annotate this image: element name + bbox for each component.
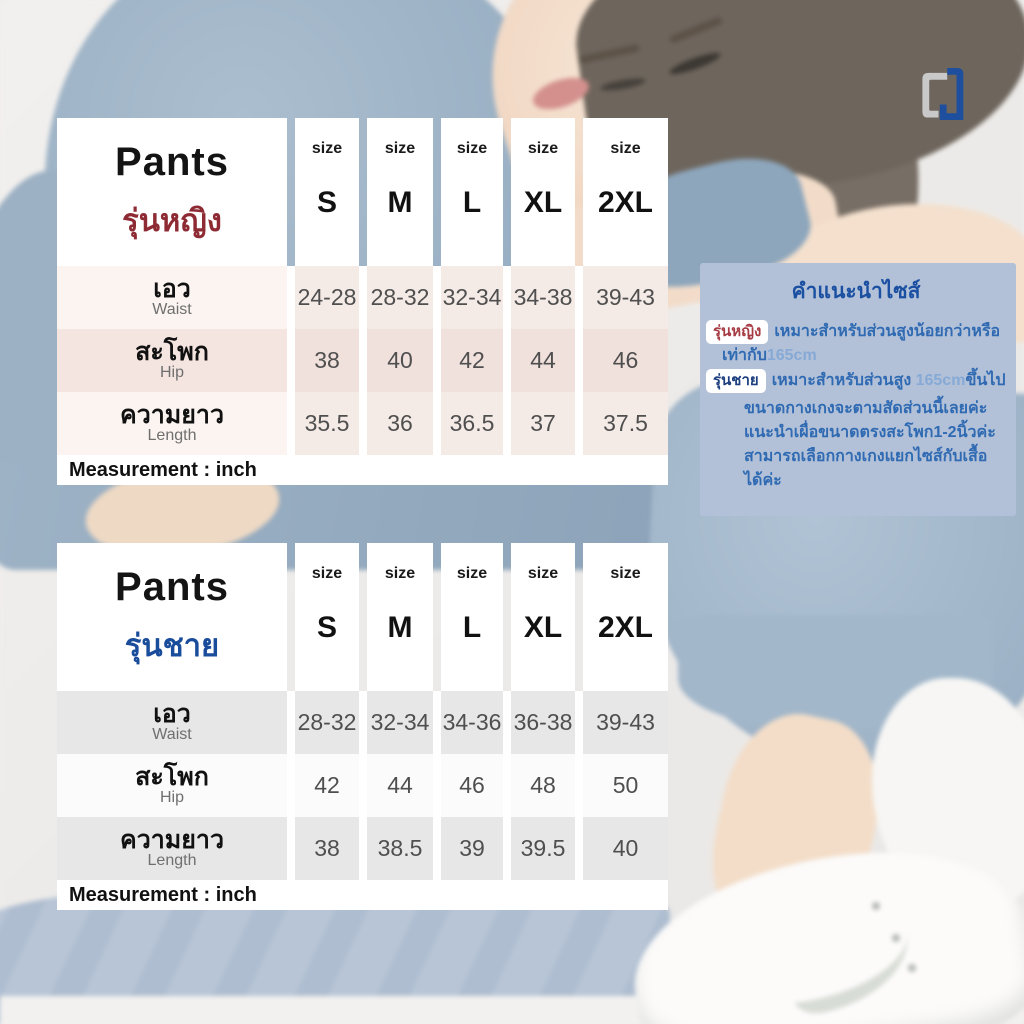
size-word: size — [311, 140, 343, 157]
row-label — [57, 691, 287, 754]
height-highlight: 165cm — [766, 346, 817, 364]
row-label-english: Length — [147, 427, 197, 445]
table-row-hip — [57, 329, 668, 392]
value-cell: 24-28 — [295, 266, 359, 329]
row-label-english: Length — [147, 852, 197, 870]
table-subtitle: รุ่นหญิง — [122, 202, 222, 238]
row-label — [57, 754, 287, 817]
men-version-badge: รุ่นชาย — [706, 369, 766, 393]
size-word: size — [610, 140, 641, 157]
size-letter: XL — [523, 611, 563, 644]
size-column-header — [583, 118, 668, 266]
sizing-note-line: แนะนำเผื่อขนาดตรงสะโพก1-2นิ้วค่ะ — [744, 423, 996, 441]
size-column-header — [367, 118, 433, 266]
table-row-length — [57, 392, 668, 455]
brand-h-monogram-icon — [910, 58, 972, 130]
men-table-title-card — [57, 543, 287, 691]
men-table-body — [57, 691, 668, 910]
row-label-thai: เอว — [153, 699, 191, 728]
row-label — [57, 392, 287, 455]
value-cell: 40 — [583, 817, 668, 880]
table-title: Pants — [115, 139, 229, 184]
women-table-body — [57, 266, 668, 485]
value-cell: 38 — [295, 817, 359, 880]
value-cell: 42 — [295, 754, 359, 817]
value-cell: 34-36 — [441, 691, 503, 754]
value-cell: 37.5 — [583, 392, 668, 455]
value-cell: 36 — [367, 392, 433, 455]
height-highlight: 165cm — [915, 372, 966, 390]
size-column-header — [583, 543, 668, 691]
row-label — [57, 817, 287, 880]
size-letter: M — [387, 186, 413, 219]
size-column-header — [511, 543, 575, 691]
value-cell: 46 — [441, 754, 503, 817]
size-word: size — [456, 140, 488, 157]
women-version-badge: รุ่นหญิง — [706, 320, 768, 344]
value-cell: 39-43 — [583, 266, 668, 329]
value-cell: 39.5 — [511, 817, 575, 880]
sneaker-lace-eyelet — [872, 902, 880, 910]
women-advice-line — [706, 320, 1006, 367]
women-advice-text-2: เท่ากับ165cm — [722, 346, 817, 364]
row-label-english: Hip — [159, 789, 184, 807]
size-word: size — [527, 565, 559, 582]
row-label-thai: สะโพก — [135, 337, 209, 366]
size-letter: S — [316, 186, 337, 219]
value-cell: 46 — [583, 329, 668, 392]
row-label-thai: ความยาว — [119, 400, 224, 429]
size-word: size — [384, 140, 416, 157]
table-row-waist — [57, 691, 668, 754]
value-cell: 38.5 — [367, 817, 433, 880]
women-size-table — [57, 118, 668, 485]
value-cell: 39 — [441, 817, 503, 880]
size-word: size — [610, 565, 641, 582]
value-cell: 34-38 — [511, 266, 575, 329]
size-advice-box — [700, 263, 1016, 516]
row-label-thai: เอว — [153, 274, 191, 303]
size-letter: L — [462, 186, 482, 219]
size-advice-title: คำแนะนำไซส์ — [791, 280, 921, 303]
value-cell: 32-34 — [441, 266, 503, 329]
value-cell: 35.5 — [295, 392, 359, 455]
size-letter: 2XL — [597, 186, 654, 219]
value-cell: 44 — [511, 329, 575, 392]
men-table-header — [57, 543, 668, 691]
row-label-english: Hip — [159, 364, 184, 382]
size-letter: M — [387, 611, 413, 644]
men-advice-line — [706, 369, 1006, 393]
size-letter: 2XL — [597, 611, 654, 644]
value-cell: 32-34 — [367, 691, 433, 754]
size-letter: L — [462, 611, 482, 644]
value-cell: 38 — [295, 329, 359, 392]
measurement-unit-note: Measurement : inch — [57, 880, 668, 910]
size-letter: S — [316, 611, 337, 644]
table-subtitle: รุ่นชาย — [124, 627, 220, 663]
value-cell: 39-43 — [583, 691, 668, 754]
table-title: Pants — [115, 564, 229, 609]
sizing-note-line: สามารถเลือกกางเกงแยกไซส์กับเสื้อ — [744, 447, 988, 465]
size-word: size — [456, 565, 488, 582]
value-cell: 44 — [367, 754, 433, 817]
table-row-hip — [57, 754, 668, 817]
sneaker-lace-eyelet — [892, 934, 900, 942]
size-column-header — [441, 543, 503, 691]
sneaker-lace-eyelet — [908, 964, 916, 972]
value-cell: 28-32 — [367, 266, 433, 329]
value-cell: 36-38 — [511, 691, 575, 754]
value-cell: 40 — [367, 329, 433, 392]
row-label-english: Waist — [152, 726, 192, 744]
value-cell: 36.5 — [441, 392, 503, 455]
value-cell: 50 — [583, 754, 668, 817]
size-word: size — [384, 565, 416, 582]
table-row-length — [57, 817, 668, 880]
row-label — [57, 266, 287, 329]
row-label-english: Waist — [152, 301, 192, 319]
value-cell: 42 — [441, 329, 503, 392]
size-word: size — [527, 140, 559, 157]
women-table-title-card — [57, 118, 287, 266]
row-label — [57, 329, 287, 392]
measurement-unit-note: Measurement : inch — [57, 455, 668, 485]
value-cell: 28-32 — [295, 691, 359, 754]
sizing-note-line: ขนาดกางเกงจะตามสัดส่วนนี้เลยค่ะ — [744, 399, 988, 417]
size-column-header — [295, 118, 359, 266]
size-letter: XL — [523, 186, 563, 219]
women-table-header — [57, 118, 668, 266]
size-column-header — [441, 118, 503, 266]
row-label-thai: สะโพก — [135, 762, 209, 791]
sizing-note — [744, 397, 1006, 493]
women-advice-text: เหมาะสำหรับส่วนสูงน้อยกว่าหรือ — [774, 323, 1001, 341]
men-advice-text-2: ขึ้นไป — [965, 372, 1006, 390]
men-advice-text: เหมาะสำหรับส่วนสูง — [771, 372, 916, 390]
sizing-note-line: ได้ค่ะ — [744, 471, 782, 489]
value-cell: 37 — [511, 392, 575, 455]
size-column-header — [511, 118, 575, 266]
size-column-header — [367, 543, 433, 691]
men-size-table — [57, 543, 668, 910]
size-word: size — [311, 565, 343, 582]
table-row-waist — [57, 266, 668, 329]
size-column-header — [295, 543, 359, 691]
value-cell: 48 — [511, 754, 575, 817]
row-label-thai: ความยาว — [119, 825, 224, 854]
